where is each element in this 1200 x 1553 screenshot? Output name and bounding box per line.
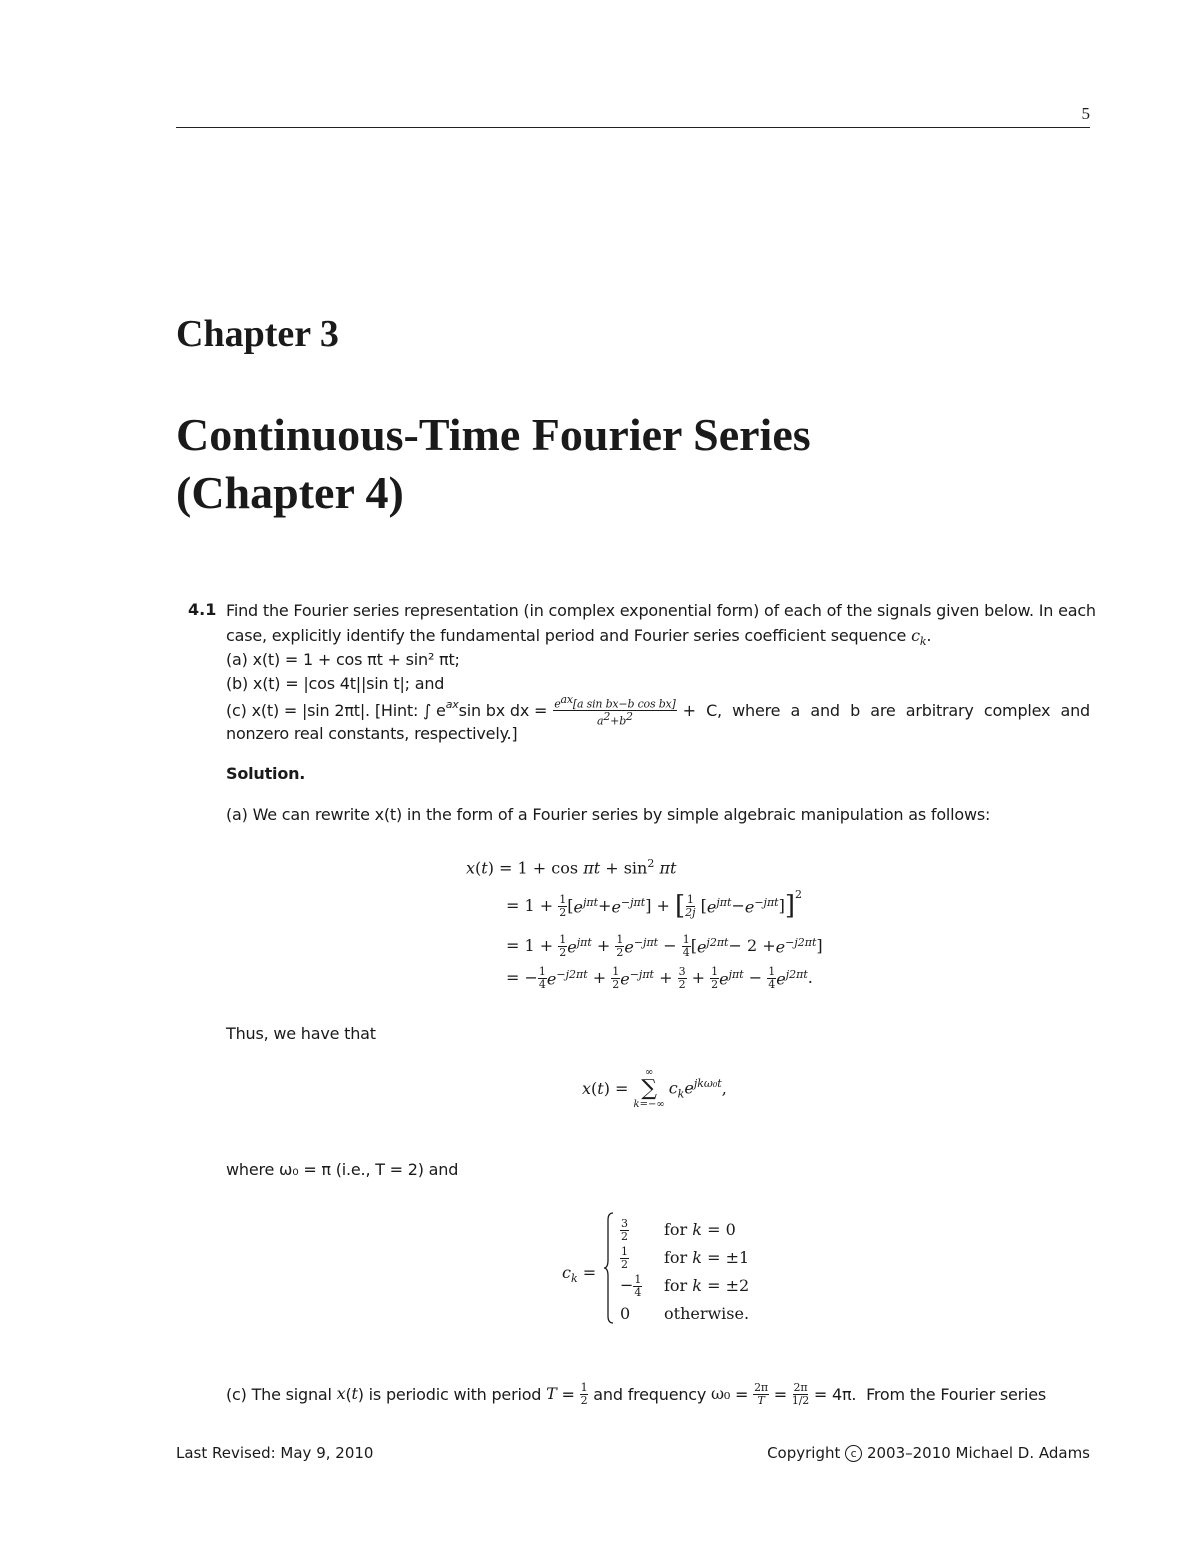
hint-fraction: $\frac{e^{ax}[a \sin bx-b \cos bx]}{a^2+b^2}$ bbox=[554, 693, 676, 728]
problem-part-c: (c) x(t) = |sin 2πt|. [Hint: ∫ e $^{ax}$ sin bx dx = $\frac{e^{ax}[a \sin bx-b \cos bx]}{a^2+b^2}$ + C, where a and b are arbitrary complex and bbox=[226, 693, 1090, 728]
solution-a-intro: (a) We can rewrite x(t) in the form of a Fourier series by simple algebraic manipulation as follows: bbox=[226, 805, 991, 824]
problem-intro-line-2: case, explicitly identify the fundamental period and Fourier series coefficient sequence $c_k$. bbox=[226, 626, 932, 649]
part-c-prefix: (c) x(t) = |sin 2πt|. [Hint: ∫ e bbox=[226, 701, 446, 721]
case-condition-2: for k = ±1 bbox=[664, 1248, 750, 1267]
chapter-title-line-1: Continuous-Time Fourier Series bbox=[176, 409, 811, 460]
problem-number: 4.1 bbox=[188, 600, 217, 619]
footer-copyright: Copyright c 2003–2010 Michael D. Adams bbox=[767, 1444, 1090, 1462]
part-c-middle: sin bx dx = bbox=[458, 701, 548, 721]
cases-brace bbox=[604, 1212, 612, 1324]
case-condition-3: for k = ±2 bbox=[664, 1276, 750, 1295]
copyright-icon: c bbox=[845, 1445, 862, 1462]
case-condition-1: for k = 0 bbox=[664, 1220, 736, 1239]
solution-label: Solution. bbox=[226, 764, 306, 783]
where-text: where ω₀ = π (i.e., T = 2) and bbox=[226, 1160, 459, 1179]
case-value-1: $\frac{3}{2}$ bbox=[621, 1217, 628, 1243]
equation-line-3: = 1 + $\frac{1}{2}$ $e^{j\pi t}$ + $\frac{1}{2}$ $e^{-j\pi t}$ − $\frac{1}{4}$ [ $e^{j2\pi t}$ − 2 + $e^{-j2\pi t}$ ] bbox=[506, 933, 823, 959]
equation-line-4: = − $\frac{1}{4}$ $e^{-j2\pi t}$ + $\frac{1}{2}$ $e^{-j\pi t}$ + $\frac{3}{2}$ + $\frac{1}{2}$ $e^{j\pi t}$ − $\frac{1}{4}$ $e^{j2\pi t}$ . bbox=[506, 965, 813, 991]
ck-label: $c_k$ = bbox=[562, 1263, 597, 1286]
chapter-label: Chapter 3 bbox=[176, 313, 339, 355]
header-rule bbox=[176, 127, 1090, 128]
problem-intro-line-1: Find the Fourier series representation (in complex exponential form) of each of the signals given below. In each bbox=[226, 601, 1096, 620]
solution-c-text: (c) The signal x ( t ) is periodic with period T = $\frac{1}{2}$ and frequency ω₀ = $\frac{2\pi}{T}$ = $\frac{2\pi}{1/2}$ = 4π. From the Fourier series bbox=[226, 1381, 1047, 1407]
problem-part-c-line2: nonzero real constants, respectively.] bbox=[226, 724, 518, 743]
footer-last-revised: Last Revised: May 9, 2010 bbox=[176, 1444, 374, 1462]
case-value-2: $\frac{1}{2}$ bbox=[621, 1245, 628, 1271]
equation-line-2: = 1 + $\frac{1}{2}$ [ $e^{j\pi t}$ + $e^{-j\pi t}$ ] + [ $\frac{1}{2j}$ [ $e^{j\pi t}$ − $e^{-j\pi t}$ ] ] $^2$ bbox=[506, 887, 803, 921]
fourier-series-equation: x ( t ) = ∞ ∑ k=−∞ $c_ke^{jk\omega_0t}$ , bbox=[582, 1067, 727, 1110]
part-c-suffix: + C, where a and b are arbitrary complex and bbox=[682, 701, 1090, 721]
case-value-3: − $\frac{1}{4}$ bbox=[620, 1273, 642, 1299]
case-condition-4: otherwise. bbox=[664, 1304, 750, 1323]
equation-line-1: $x(t) = 1 + \cos \pi t + \sin^2 \pi t$ bbox=[466, 857, 677, 878]
page-number: 5 bbox=[1081, 104, 1090, 123]
thus-text: Thus, we have that bbox=[226, 1024, 376, 1043]
case-value-4: 0 bbox=[620, 1304, 631, 1323]
problem-part-a: (a) x(t) = 1 + cos πt + sin² πt; bbox=[226, 650, 460, 669]
chapter-title-line-2: (Chapter 4) bbox=[176, 467, 404, 518]
problem-part-b: (b) x(t) = |cos 4t||sin t|; and bbox=[226, 674, 445, 693]
